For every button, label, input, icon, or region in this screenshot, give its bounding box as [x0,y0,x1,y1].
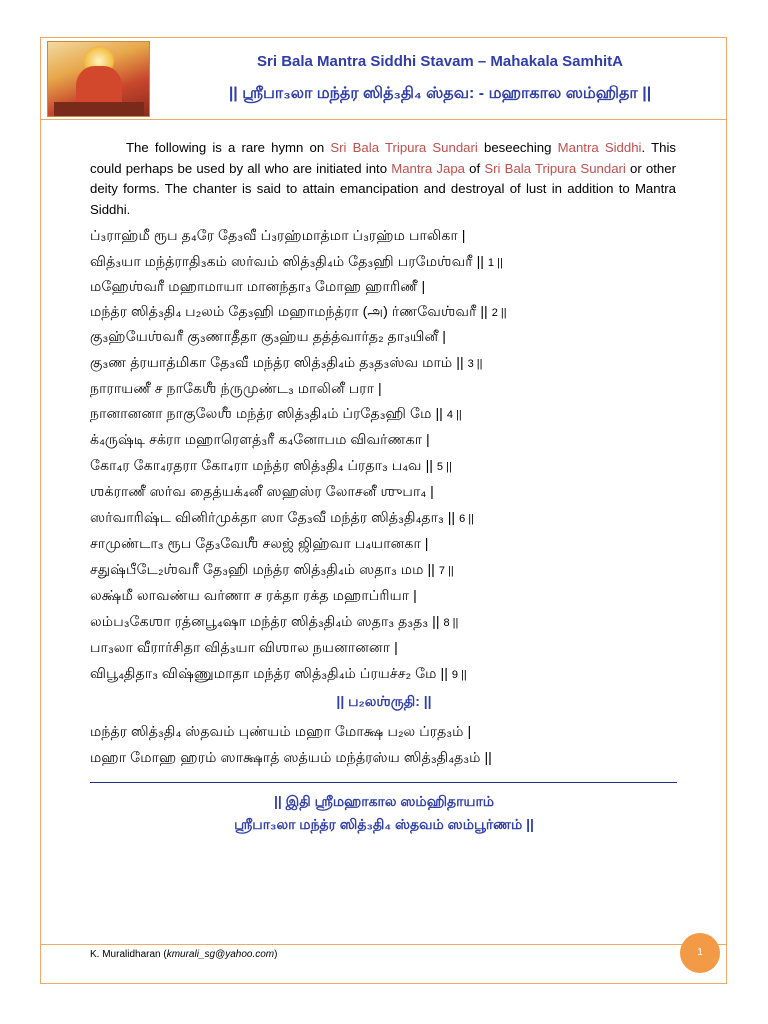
verse-line: மந்த்ர ஸித்₃தி₄ ப₂லம் தே₃ஹி மஹாமந்த்ரா (அ) ர்ணவேஶ்வரீ || 2 || [90,304,507,320]
footer-author: K. Muralidharan (kmurali_sg@yahoo.com) [90,949,278,960]
intro-highlight-2: Mantra Siddhi [557,140,642,155]
phala-verse-line: மஹா மோஹ ஹரம் ஸாக்ஷாத் ஸத்யம் மந்த்ரஸ்ய ஸித்₃தி₄த₃ம் || [90,750,492,766]
verse-line: கு₃ண த்ரயாத்மிகா தே₃வீ மந்த்ர ஸித்₃தி₄ம் த₃த₃ஸ்வ மாம் || 3 || [90,355,483,371]
verse-line: பா₃லா வீரார்சிதா வித்₃யா விஶால நயனானனா | [90,640,398,656]
intro-highlight-1: Sri Bala Tripura Sundari [330,140,478,155]
verse-line: வித்₃யா மந்த்ராதி₃கம் ஸர்வம் ஸித்₃தி₄ம் தே₃ஹி பரமேஶ்வரீ || 1 || [90,254,503,270]
verse-line: ஶக்ராணீ ஸர்வ தைத்யக்₄னீ ஸஹஸ்ர லோசனீ ஶுபா₄ | [90,484,434,500]
verse-line: கோ₄ர கோ₄ரதரா கோ₄ரா மந்த்ர ஸித்₃தி₄ ப்ரதா₃ ப₄வ || 5 || [90,458,452,474]
closing-line-2: ஸ்ரீபா₃லா மந்த்ர ஸித்₃தி₄ ஸ்தவம் ஸம்பூர்ணம் || [234,816,534,832]
intro-highlight-3: Mantra Japa [391,160,466,176]
verse-line: விபூ₄திதா₃ விஷ்ணுமாதா மந்த்ர ஸித்₃தி₄ம் ப்ரயச்ச₂ மே || 9 || [90,666,467,682]
deity-image [47,41,150,117]
intro-text-1: The following is a rare hymn on [126,140,331,155]
intro-text-2: beseeching [477,140,558,155]
verse-line: சாமுண்டா₃ ரூப தே₃வேஶீ சலஜ் ஜிஹ்வா ப₄யானகா | [90,536,429,552]
pedestal-shape [54,102,144,116]
footer-rule [40,944,727,945]
author-name: K. Muralidharan [90,949,161,960]
verse-line: க்₄ருஷ்டி சக்ரா மஹாரௌத்₃ரீ க₄னோபம விவர்ணகா | [90,432,430,448]
verse-line: லம்ப₃கேஶா ரத்னபூ₄ஷா மந்த்ர ஸித்₃தி₄ம் ஸதா₃ த₃த₃ || 8 || [90,614,459,630]
phalashruti-heading: || ப₂லஶ்ருதி: || [336,693,432,709]
page-number-badge: 1 [680,933,720,973]
verse-line: நாராயணீ ச நாகேஶீ ந்ருமுண்ட₃ மாலினீ பரா | [90,381,382,397]
title-english: Sri Bala Mantra Siddhi Stavam – Mahakala SamhitA [257,53,623,70]
title-tamil: || ஸ்ரீபா₃லா மந்த்ர ஸித்₃தி₄ ஸ்தவ: - மஹாகால ஸம்ஹிதா || [228,85,652,102]
verse-line: மஹேஶ்வரீ மஹாமாயா மானந்தா₃ மோஹ ஹாரிணீ | [90,279,426,295]
verse-line: ப்₃ராஹ்மீ ரூப த₄ரே தே₃வீ ப்₃ரஹ்மாத்மா ப்₃ரஹ்ம பாலிகா | [90,228,466,244]
verse-line: லக்ஷ்மீ லாவண்ய வர்ணா ச ரக்தா ரக்த மஹாப்ரியா | [90,588,417,604]
phala-verse-line: மந்த்ர ஸித்₃தி₄ ஸ்தவம் புண்யம் மஹா மோக்ஷ ப₂ல ப்ரத₃ம் | [90,724,472,740]
divider [90,782,677,783]
verse-line: நானானனா நாகுலேஶீ மந்த்ர ஸித்₃தி₄ம் ப்ரதே₃ஹி மே || 4 || [90,406,462,422]
closing-line-1: || இதி ஸ்ரீமஹாகால ஸம்ஹிதாயாம் [273,793,495,809]
intro-text-4: of [465,160,485,176]
verse-line: சதுஷ்பீடே₂ஶ்வரீ தே₃ஹி மந்த்ர ஸித்₃தி₄ம் ஸதா₃ மம || 7 || [90,562,454,578]
author-email: kmurali_sg@yahoo.com [166,949,275,960]
intro-text-3: . This could perhaps be used by all who are initiated into [90,140,676,176]
verse-line: கு₃ஹ்யேஶ்வரீ கு₃ணாதீதா கு₃ஹ்ய தத்த்வார்த₂ தா₃யினீ | [90,329,446,345]
intro-paragraph [90,138,676,220]
intro-highlight-4: Sri Bala Tripura Sundari [484,160,626,176]
intro-text-5: or other deity forms. The chanter is said to attain emancipation and destroyal of lust in addition to Mantra Siddhi. [90,160,676,217]
verse-line: ஸர்வாரிஷ்ட வினிர்முக்தா ஸா தே₃வீ மந்த்ர ஸித்₃தி₄தா₃ || 6 || [90,510,474,526]
